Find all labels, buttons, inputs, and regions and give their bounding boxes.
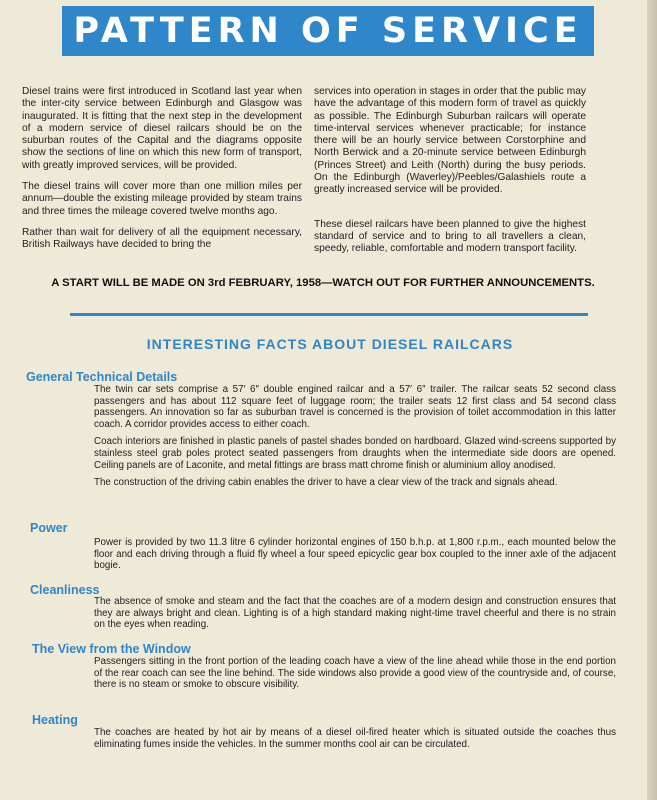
divider [70, 313, 588, 316]
section-body-power [94, 537, 616, 578]
section-body-heating [94, 727, 616, 756]
intro-paragraph: The diesel trains will cover more than one million miles per annum—double the existing mileage provided by steam trains and three times the mileage covered twelve months ago. [22, 181, 302, 217]
page-title: PATTERN OF SERVICE [62, 6, 594, 56]
intro-left-column [22, 86, 302, 261]
section-body-cleanliness [94, 596, 616, 637]
intro-paragraph: services into operation in stages in order that the public may have the advantage of this modern form of travel as quickly as possible. The Edinburgh Suburban railcars will operate time-interval services whenever practicable; for instance there will be an hourly service between Corstorphine and North Berwick and a 20-minute service between Edinburgh (Princes Street) and Leith (North) during the busy periods. On the Edinburgh (Waverley)/Peebles/Galashiels route a greatly increased service will be provided. [314, 86, 586, 196]
section-heading-power: Power [30, 521, 68, 535]
section-paragraph: Coach interiors are finished in plastic panels of pastel shades bonded on hardboard. Glazed wind-screens supported by stainless steel grab poles protect seated passengers from draughts when the intermediate side doors are opened. Ceiling panels are of Laconite, and metal fittings are brass matt chrome finish or aluminium alloy anodised. [94, 436, 616, 471]
section-paragraph: Passengers sitting in the front portion of the leading coach have a view of the line ahead while those in the end portion of the rear coach can see the line behind. The side windows also provide a good view of the countryside and, of course, there is no steam or smoke to obscure visibility. [94, 656, 616, 691]
section-body-view [94, 656, 616, 697]
section-heading-view: The View from the Window [32, 642, 191, 656]
section-heading-cleanliness: Cleanliness [30, 583, 100, 597]
section-paragraph: The construction of the driving cabin enables the driver to have a clear view of the track and signals ahead. [94, 477, 558, 489]
intro-paragraph: Diesel trains were first introduced in Scotland last year when the inter-city service between Edinburgh and Glasgow was inaugurated. It is fitting that the next step in the development of a modern service of diesel railcars should be on the suburban routes of the Capital and the diagrams opposite show the sections of line on which this new form of transport, with greatly improved services, will be provided. [22, 86, 302, 171]
section-paragraph: The absence of smoke and steam and the fact that the coaches are of a modern design and construction ensures that they are always bright and clean. Lighting is of a high standard making night-time travel cheerful and there is no strain on the eyes when reading. [94, 596, 616, 631]
page-edge [647, 0, 657, 800]
start-notice: A START WILL BE MADE ON 3rd FEBRUARY, 1958—WATCH OUT FOR FURTHER ANNOUNCEMENTS. [51, 277, 595, 289]
section-paragraph: Power is provided by two 11.3 litre 6 cylinder horizontal engines of 150 b.h.p. at 1,800 r.p.m., each mounted below the floor and each driving through a fluid fly wheel a four speed epicyclic gear box coupled to the inner axle of the adjacent bogie. [94, 537, 616, 572]
intro-paragraph: These diesel railcars have been planned to give the highest standard of service and to bring to all travellers a clean, speedy, reliable, comfortable and modern transport facility. [314, 218, 586, 255]
intro-paragraph: Rather than wait for delivery of all the equipment necessary, British Railways have decided to bring the [22, 226, 302, 251]
section-heading-general: General Technical Details [26, 370, 178, 384]
section-heading-heating: Heating [32, 713, 78, 727]
facts-title: INTERESTING FACTS ABOUT DIESEL RAILCARS [146, 336, 514, 352]
intro-right-column [314, 86, 586, 265]
section-body-general [94, 384, 616, 495]
section-paragraph: The coaches are heated by hot air by means of a diesel oil-fired heater which is situated outside the coaches thus eliminating fumes inside the vehicles. In the summer months cool air can be circulated. [94, 727, 616, 750]
section-paragraph: The twin car sets comprise a 57′ 6″ double engined railcar and a 57′ 6″ trailer. The railcar seats 52 second class passengers and has about 112 square feet of luggage room; the trailer seats 12 first class and 54 second class passengers. An innovation so far as suburban travel is concerned is the provision of toilet accommodation in this latter coach. A corridor provides access to either coach. [94, 384, 616, 430]
